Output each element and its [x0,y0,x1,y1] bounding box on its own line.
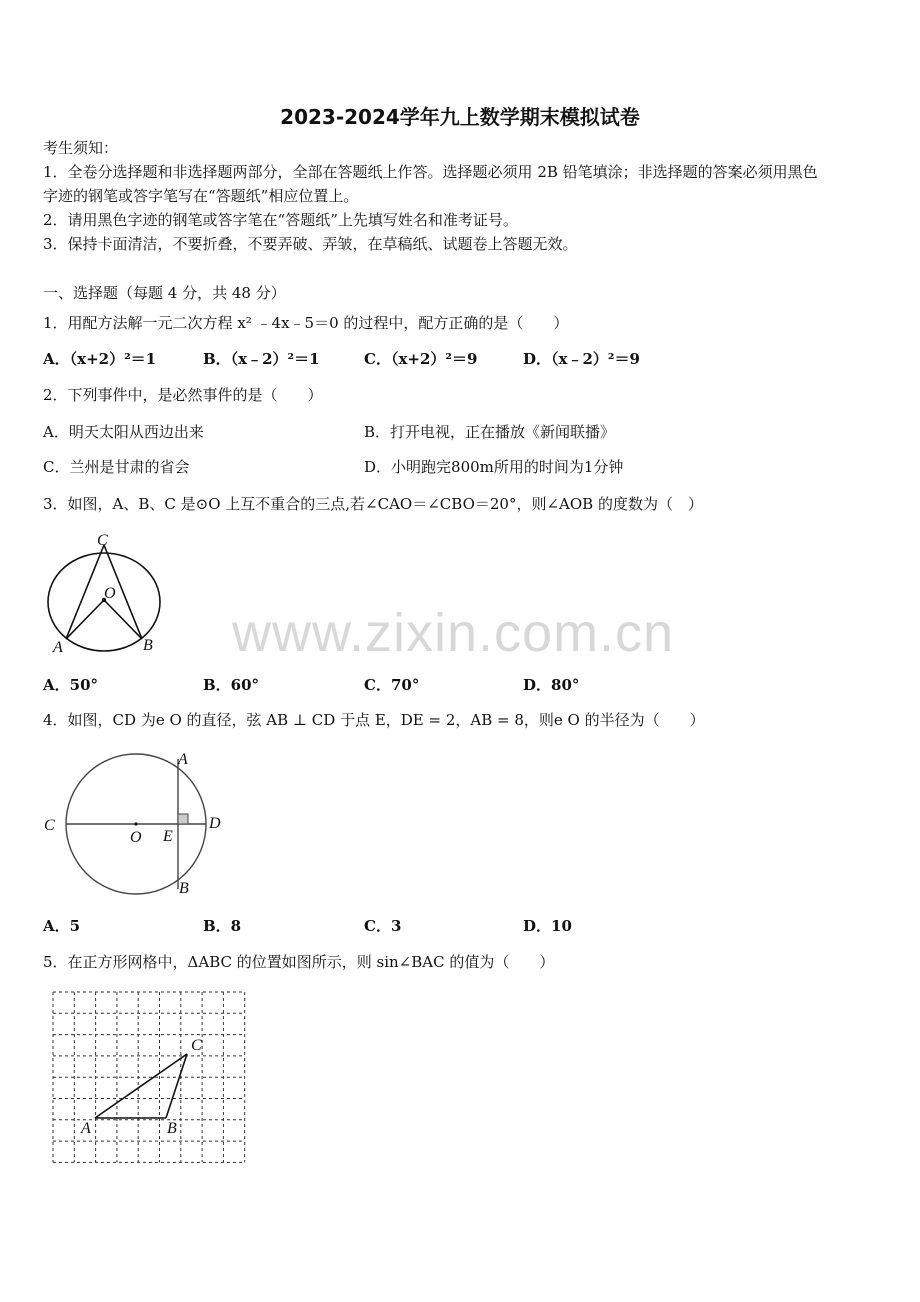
notice-item: 1．全卷分选择题和非选择题两部分，全部在答题纸上作答。选择题必须用 2B 铅笔填涂；非选择题的答案必须用黑色 [43,163,818,181]
question-3-figure [40,528,170,658]
question-4-option-a: A．5 [43,917,81,935]
label-a: A [81,1120,91,1137]
question-1-option-b: B．（x﹣2）²＝1 [203,350,320,368]
label-e: E [163,828,173,845]
label-c: C [191,1037,202,1054]
question-5-figure [50,990,256,1162]
question-4-option-d: D．10 [523,917,572,935]
label-c: C [97,532,108,549]
question-3-option-b: B．60° [203,676,260,694]
question-4-option-c: C．3 [364,917,402,935]
watermark: www.zixin.com.cn [232,603,675,663]
question-3-option-a: A．50° [43,676,99,694]
question-2-option-c: C．兰州是甘肃的省会 [43,458,190,476]
question-2-option-d: D．小明跑完800m所用的时间为1分钟 [364,458,624,476]
question-2-option-b: B．打开电视，正在播放《新闻联播》 [364,423,616,441]
section-heading: 一、选择题（每题 4 分，共 48 分） [43,284,286,302]
question-1-option-c: C．（x+2）²＝9 [364,350,478,368]
label-a: A [53,639,63,656]
label-d: D [209,815,221,832]
question-1-stem: 1．用配方法解一元二次方程 x² ﹣4x﹣5＝0 的过程中，配方正确的是（ ） [43,314,569,332]
notice-heading: 考生须知： [43,139,119,157]
notice-item: 字迹的钢笔或答字笔写在“答题纸”相应位置上。 [43,187,359,205]
question-1-option-a: A．（x+2）²＝1 [43,350,157,368]
question-4-option-b: B．8 [203,917,242,935]
label-b: B [167,1120,177,1137]
label-c: C [44,817,55,834]
notice-item: 2．请用黑色字迹的钢笔或答字笔在“答题纸”上先填写姓名和准考证号。 [43,211,518,229]
label-o: O [104,585,116,602]
question-3-option-c: C．70° [364,676,420,694]
label-o: O [130,829,142,846]
label-b: B [179,880,189,897]
question-4-stem: 4．如图，CD 为e O 的直径，弦 AB ⊥ CD 于点 E，DE = 2，AB = 8，则e O 的半径为（ ） [43,711,705,729]
question-5-stem: 5．在正方形网格中，ΔABC 的位置如图所示，则 sin∠BAC 的值为（ ） [43,953,555,971]
question-2-option-a: A．明天太阳从西边出来 [43,423,204,441]
question-4-figure [40,745,235,903]
label-b: B [143,637,153,654]
label-a: A [178,751,188,768]
question-3-option-d: D．80° [523,676,580,694]
question-3-stem: 3．如图，A、B、C 是⊙O 上互不重合的三点,若∠CAO＝∠CBO＝20°，则∠AOB 的度数为（ ） [43,495,703,513]
question-2-stem: 2．下列事件中，是必然事件的是（ ） [43,386,323,404]
question-1-option-d: D．（x﹣2）²＝9 [523,350,640,368]
page-title: 2023-2024学年九上数学期末模拟试卷 [280,105,640,129]
notice-item: 3．保持卡面清洁，不要折叠，不要弄破、弄皱，在草稿纸、试题卷上答题无效。 [43,235,578,253]
